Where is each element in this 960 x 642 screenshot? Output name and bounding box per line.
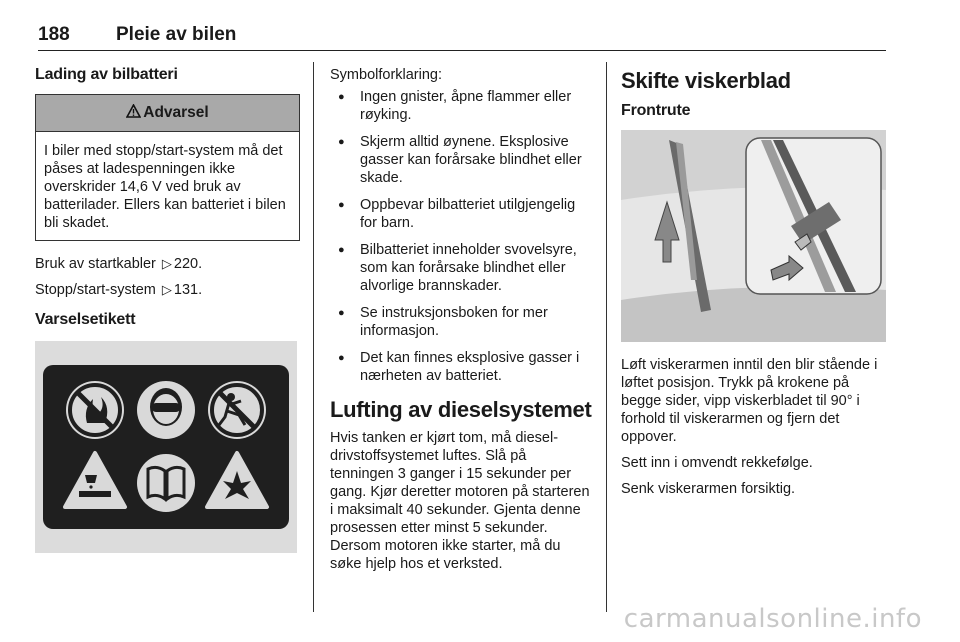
warning-box: [35, 94, 300, 241]
wiper-paragraph-3: Senk viskerarmen forsiktig.: [621, 481, 796, 497]
wiper-paragraph-2: Sett inn i omvendt rekkefølge.: [621, 455, 813, 471]
diesel-paragraph: Hvis tanken er kjørt tom, må dieseldrivstoffsystemet luftes. Slå på tenningen 3 ganger i 15 sekunder per gang. Kjør deretter motoren på starteren i maksimalt 40 sekunder. Gjenta denne prosessen etter minst 5 sekunder. Dersom motoren ikke starter, må du søke hjelp hos et verksted.: [330, 430, 590, 572]
header-rule: [38, 50, 886, 51]
warning-text: I biler med stopp/start-system må det påses at ladespenningen ikke overskrider 14,6 V ved bruk av batterilader. Ellers kan batteriet i bilen bli skadet.: [44, 143, 286, 231]
section-heading-wiper: Skifte viskerblad: [621, 68, 791, 93]
section-heading-battery: Lading av bilbatteri: [35, 66, 178, 83]
subheading-frontrute: Frontrute: [621, 102, 691, 119]
eye-protection-icon: [137, 381, 195, 439]
ref-stopp-start[interactable]: Stopp/start-system ▷ 131.: [35, 282, 203, 298]
section-heading-diesel: Lufting av dieselsystemet: [330, 397, 592, 422]
list-item: ● Bilbatteriet inneholder svovelsyre, som kan forårsake blindhet eller alvorlige brannskader.: [330, 241, 592, 295]
column-1: [35, 60, 300, 553]
page-number: 188: [38, 24, 70, 45]
list-item: ● Det kan finnes eksplosive gasser i nærheten av batteriet.: [330, 349, 592, 385]
warning-header: [36, 95, 299, 132]
battery-warning-label-image: [35, 341, 297, 553]
no-fire-icon: [66, 381, 124, 439]
column-divider-2: [606, 62, 607, 612]
list-item: ● Oppbevar bilbatteriet utilgjengelig for barn.: [330, 196, 592, 232]
column-2: [330, 60, 592, 573]
ref-startkabler[interactable]: Bruk av startkabler ▷ 220.: [35, 256, 203, 272]
arrow-ref-icon: ▷: [161, 256, 172, 271]
list-item: ● Skjerm alltid øynene. Eksplosive gasser kan forårsake blindhet eller skade.: [330, 133, 592, 187]
watermark-text: carmanualsonline.info: [623, 604, 922, 634]
read-manual-icon: [137, 454, 195, 512]
page-title: Pleie av bilen: [116, 24, 237, 45]
warning-title: Advarsel: [143, 104, 209, 121]
column-3: [621, 60, 886, 498]
list-item: ● Ingen gnister, åpne flammer eller røyking.: [330, 88, 592, 124]
symbol-legend-intro: Symbolforklaring:: [330, 67, 443, 83]
subheading-varselsetikett: Varselsetikett: [35, 311, 136, 328]
list-item: ● Se instruksjonsboken for mer informasjon.: [330, 304, 592, 340]
page-header: [38, 24, 886, 52]
arrow-ref-icon: ▷: [161, 282, 172, 297]
warning-triangle-icon: [126, 104, 141, 123]
symbol-legend-list: [330, 88, 592, 385]
wiper-paragraph-1: Løft viskerarmen inntil den blir stående i løftet posisjon. Trykk på krokene på begge sider, vipp viskerbladet til 90° i forhold til viskerarmen og fjern det oppover.: [621, 357, 878, 445]
column-divider-1: [313, 62, 314, 612]
wiper-blade-illustration: [621, 130, 886, 342]
keep-children-away-icon: [208, 381, 266, 439]
